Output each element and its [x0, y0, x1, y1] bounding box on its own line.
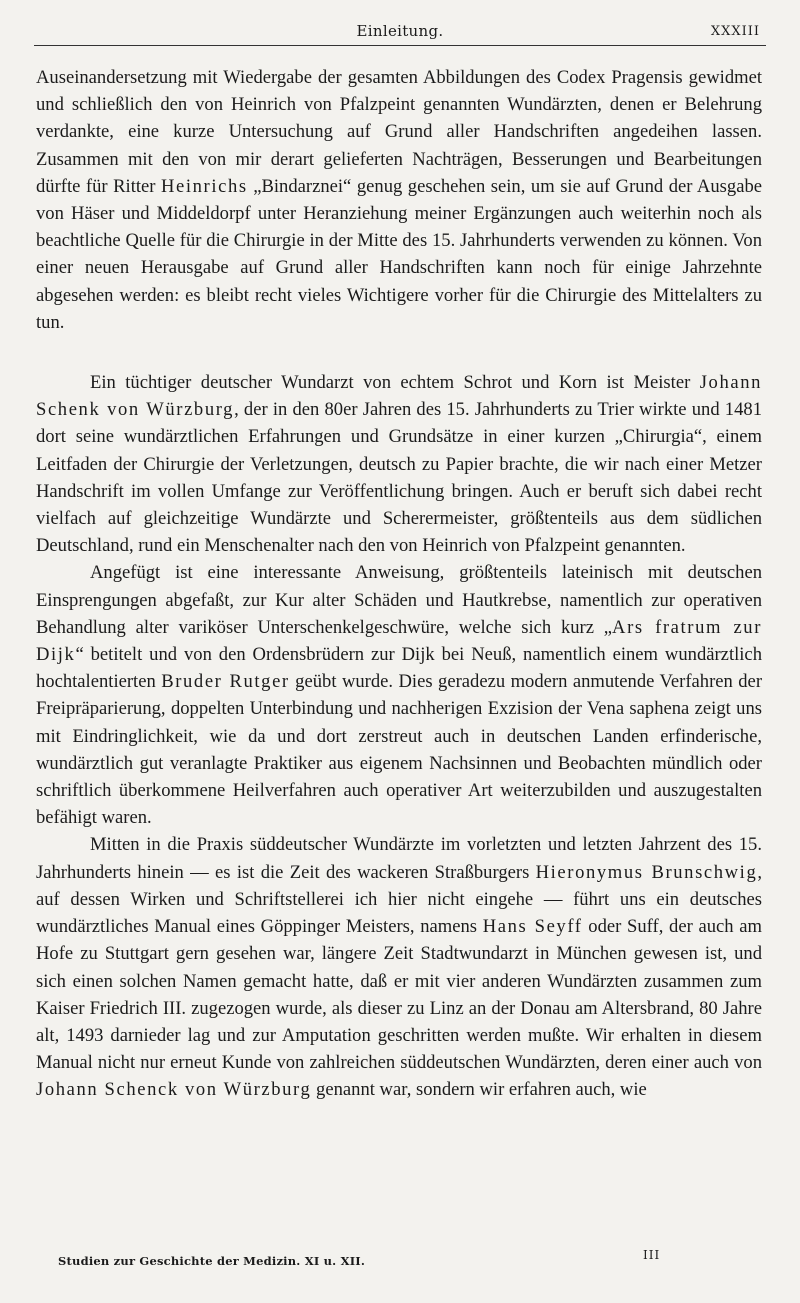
text-segment: geübt wurde. Dies geradezu modern anmutende Verfahren der Freipräparierung, doppelten Unterbindung und nachherigen Exzision der Vena saphena zeigt uns mit Eindringlichkeit, wie da und dort zerstreut auch in deutschen Landen erfinderische, wundärztlich gut veranlagte Praktiker aus eigenem Nachsinnen und Beobachten mündlich oder schriftlich überkommene Heilverfahren auch operativer Art weiterzubilden und auszugestalten befähigt waren. [36, 671, 763, 829]
text-segment: , der in den 80er Jahren des 15. Jahrhunderts zu Trier wirkte und 1481 dort seine wundärztlichen Erfahrungen und Grundsätze in einer kurzen „Chirurgia“, einem Leitfaden der Chirurgie der Verletzungen, deutsch zu Papier brachte, die wir nach einer Metzer Handschrift im vollen Umfange zur Veröffentlichung bringen. Auch er beruft sich dabei recht vielfach auf gleichzeitige Wundärzte und Scherermeister, größtenteils aus dem südlichen Deutschland, rund ein Menschenalter nach den von Heinrich von Pfalzpeint genannten. [36, 399, 762, 557]
paragraph [36, 369, 762, 559]
text-segment: , auf dessen Wirken und Schriftstellerei ich hier nicht eingehe — führt uns ein deutsches wundärztliches Manual eines Göppinger Meisters, namens [36, 861, 762, 938]
paragraph [36, 831, 762, 1103]
text-segment: genannt war, sondern wir erfahren auch, wie [311, 1079, 647, 1101]
spaced-name: Hieronymus Brunschwig [535, 861, 758, 883]
spaced-name: Hans Seyff [482, 916, 583, 938]
header-rule [34, 45, 766, 46]
spaced-name: Johann Schenck von Würzburg [36, 1079, 312, 1101]
text-segment: Angefügt ist eine interessante Anweisung, größtenteils lateinisch mit deutschen Einsprengungen abgefaßt, zur Kur alter Schäden und Hautkrebse, namentlich zur operativen Behandlung alter variköser Unterschenkelgeschwüre, welche sich kurz „ [36, 562, 762, 638]
footer-series-title: Studien zur Geschichte der Medizin. XI u. XII. [58, 1254, 366, 1268]
paragraph [36, 559, 762, 831]
text-segment: Ein tüchtiger deutscher Wundarzt von echtem Schrot und Korn ist Meister [90, 372, 700, 394]
text-segment: “ betitelt und von den Ordensbrüdern zur Dijk bei Neuß, namentlich einem wundärztlich hochtalentierten [36, 644, 762, 693]
text-segment: „Bindarznei“ genug geschehen sein, um sie auf Grund der Ausgabe von Häser und Middeldorpf unter Heranziehung meiner Ergänzungen auch weiterhin noch als beachtliche Quelle für die Chirurgie in der Mitte des 15. Jahrhunderts verwenden zu können. Von einer neuen Herausgabe auf Grund aller Handschriften kann noch für einige Jahrzehnte abgesehen werden: es bleibt recht vieles Wichtigere vorher für die Chirurgie des Mittelalters zu tun. [36, 175, 762, 333]
spaced-name: Bruder Rutger [161, 671, 290, 693]
running-title: Einleitung. [356, 22, 444, 40]
spaced-name: Ars fratrum zur Dijk [36, 616, 762, 666]
sheet-signature: III [643, 1248, 661, 1262]
paragraph [36, 64, 762, 336]
page-number: XXXIII [710, 24, 760, 39]
spaced-name: Heinrichs [161, 175, 248, 197]
body-text [36, 64, 762, 1104]
text-segment: oder Suff, der auch am Hofe zu Stuttgart gern gesehen war, längere Zeit Stadtwundarzt in München gewesen ist, und sich einen solchen Namen gemacht hatte, daß er mit vier anderen Wundärzten zusammen zum Kaiser Friedrich III. zugezogen wurde, als dieser zu Linz an der Donau am Altersbrand, 80 Jahre alt, 1493 darnieder lag und zur Amputation geschritten werden mußte. Wir erhalten in diesem Manual nicht nur erneut Kunde von zahlreichen süddeutschen Wundärzten, deren einer auch von [36, 916, 762, 1074]
text-segment: Mitten in die Praxis süddeutscher Wundärzte im vorletzten und letzten Jahrzent des 15. Jahrhunderts hinein — es ist die Zeit des wackeren Straßburgers [36, 834, 762, 883]
text-segment: Auseinandersetzung mit Wiedergabe der gesamten Abbildungen des Codex Pragensis gewidmet und schließlich den von Heinrich von Pfalzpeint genannten Wundärzten, denen er Belehrung verdankte, eine kurze Untersuchung auf Grund aller Handschriften angedeihen lassen. Zusammen mit den von mir derart gelieferten Nachträgen, Besserungen und Bearbeitungen dürfte für Ritter [36, 67, 762, 197]
spaced-name: Johann Schenk von Würzburg [36, 372, 762, 421]
page-header [34, 22, 766, 44]
